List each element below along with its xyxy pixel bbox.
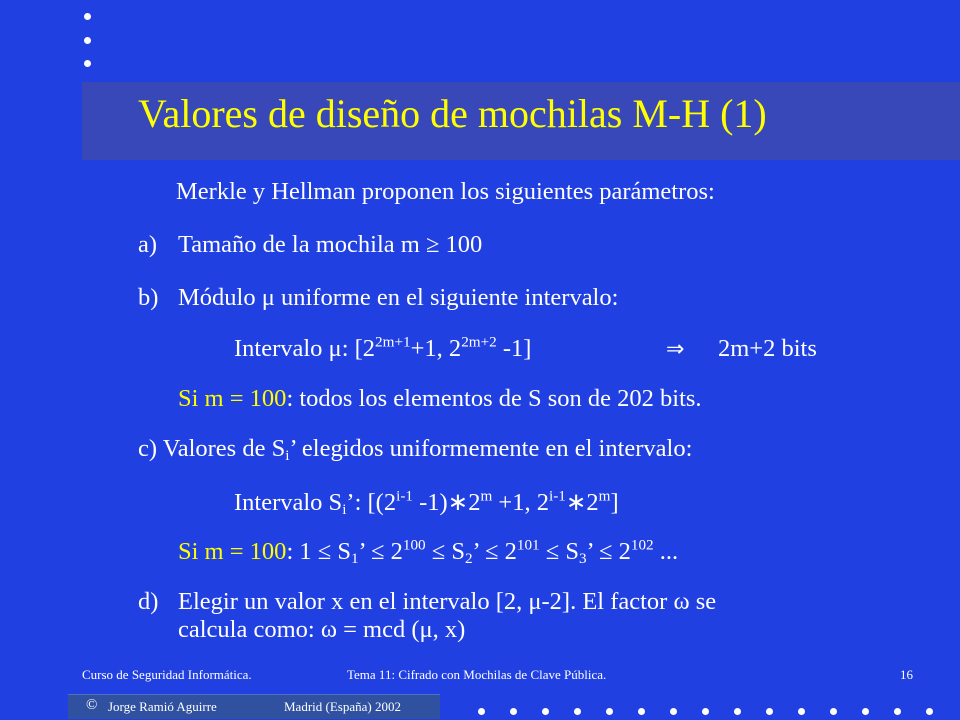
decor-dot bbox=[734, 708, 741, 715]
interval-mu-exp1: 2m+1 bbox=[375, 333, 411, 351]
si-m-100-c-end: ... bbox=[653, 538, 679, 565]
decor-dot bbox=[574, 708, 581, 715]
decor-dot bbox=[84, 37, 91, 44]
interval-si-exp3: i-1 bbox=[548, 487, 566, 505]
item-a-text: Tamaño de la mochila m ≥ 100 bbox=[178, 231, 483, 258]
interval-si-exp4: m bbox=[598, 487, 611, 505]
decor-dot bbox=[606, 708, 613, 715]
si-m-100-c-s3: 3 bbox=[578, 549, 587, 567]
si-m-100-c-e1: 100 bbox=[402, 536, 426, 554]
interval-mu bbox=[234, 335, 531, 363]
footer-page-number: 16 bbox=[900, 667, 913, 682]
interval-mu-result: 2m+2 bits bbox=[718, 335, 817, 362]
si-m-100-c-lead: Si m = 100 bbox=[178, 538, 287, 565]
decor-dot bbox=[766, 708, 773, 715]
si-m-100-lead: Si m = 100 bbox=[178, 385, 287, 412]
interval-mu-prefix: Intervalo μ: [2 bbox=[234, 335, 376, 362]
item-c-sub: i bbox=[285, 446, 290, 464]
si-m-100-c-p1: : 1 ≤ S bbox=[286, 538, 351, 565]
interval-mu-mid: +1, 2 bbox=[410, 335, 462, 362]
si-m-100-c bbox=[178, 538, 678, 566]
interval-si-prefix: Intervalo S bbox=[234, 489, 343, 516]
si-m-100-c-p2: ’ ≤ 2 bbox=[358, 538, 403, 565]
si-m-100-c-s1: 1 bbox=[350, 549, 359, 567]
slide-title: Valores de diseño de mochilas M-H (1) bbox=[138, 91, 767, 136]
interval-mu-end: -1] bbox=[496, 335, 532, 362]
implies-arrow-icon: ⇒ bbox=[666, 337, 685, 362]
decor-dot bbox=[84, 13, 91, 20]
si-m-100-b bbox=[178, 385, 702, 413]
interval-si-sub: i bbox=[342, 500, 347, 518]
si-m-100-c-e3: 102 bbox=[630, 536, 654, 554]
item-c bbox=[138, 435, 692, 463]
item-c-text2: ’ elegidos uniformemente en el intervalo: bbox=[289, 435, 693, 462]
decor-dot bbox=[542, 708, 549, 715]
item-d-marker: d) bbox=[138, 588, 159, 615]
author-box bbox=[68, 694, 440, 719]
interval-si-p1: ’: [(2 bbox=[346, 489, 397, 516]
decor-dot bbox=[478, 708, 485, 715]
decor-dot bbox=[510, 708, 517, 715]
si-m-100-c-s2: 2 bbox=[464, 549, 473, 567]
decor-dot bbox=[926, 708, 933, 715]
footer-place: Madrid (España) 2002 bbox=[284, 699, 401, 714]
footer-course: Curso de Seguridad Informática. bbox=[82, 667, 252, 682]
decor-dot bbox=[702, 708, 709, 715]
si-m-100-c-e2: 101 bbox=[516, 536, 540, 554]
interval-si-p2: -1)∗2 bbox=[412, 489, 481, 516]
decor-dot bbox=[798, 708, 805, 715]
interval-mu-exp2: 2m+2 bbox=[461, 333, 497, 351]
interval-si-exp2: m bbox=[480, 487, 493, 505]
si-m-100-rest: : todos los elementos de S son de 202 bits. bbox=[286, 385, 702, 412]
item-c-text1: c) Valores de S bbox=[138, 435, 286, 462]
decor-dot bbox=[894, 708, 901, 715]
decor-dot bbox=[670, 708, 677, 715]
interval-si-p3: +1, 2 bbox=[492, 489, 549, 516]
item-d-line2: calcula como: ω = mcd (μ, x) bbox=[178, 616, 466, 643]
item-b-text: Módulo μ uniforme en el siguiente intervalo: bbox=[178, 284, 619, 311]
item-d-line1: Elegir un valor x en el intervalo [2, μ-2]. El factor ω se bbox=[178, 588, 717, 615]
interval-si-end: ] bbox=[610, 489, 619, 516]
si-m-100-c-p4: ’ ≤ 2 bbox=[472, 538, 517, 565]
si-m-100-c-p6: ’ ≤ 2 bbox=[586, 538, 631, 565]
item-b-marker: b) bbox=[138, 284, 159, 311]
intro-text: Merkle y Hellman proponen los siguientes parámetros: bbox=[176, 178, 715, 205]
decor-dot bbox=[862, 708, 869, 715]
decor-dot bbox=[84, 60, 91, 67]
si-m-100-c-p3: ≤ S bbox=[425, 538, 465, 565]
interval-si-p4: ∗2 bbox=[565, 489, 599, 516]
copyright-symbol: © bbox=[86, 697, 98, 713]
footer-author: Jorge Ramió Aguirre bbox=[108, 699, 217, 714]
decor-dot bbox=[638, 708, 645, 715]
decor-dot bbox=[830, 708, 837, 715]
si-m-100-c-p5: ≤ S bbox=[539, 538, 579, 565]
footer-topic: Tema 11: Cifrado con Mochilas de Clave Pública. bbox=[347, 667, 607, 682]
interval-si bbox=[234, 487, 619, 517]
interval-si-exp1: i-1 bbox=[396, 487, 413, 505]
item-a-marker: a) bbox=[138, 231, 158, 258]
